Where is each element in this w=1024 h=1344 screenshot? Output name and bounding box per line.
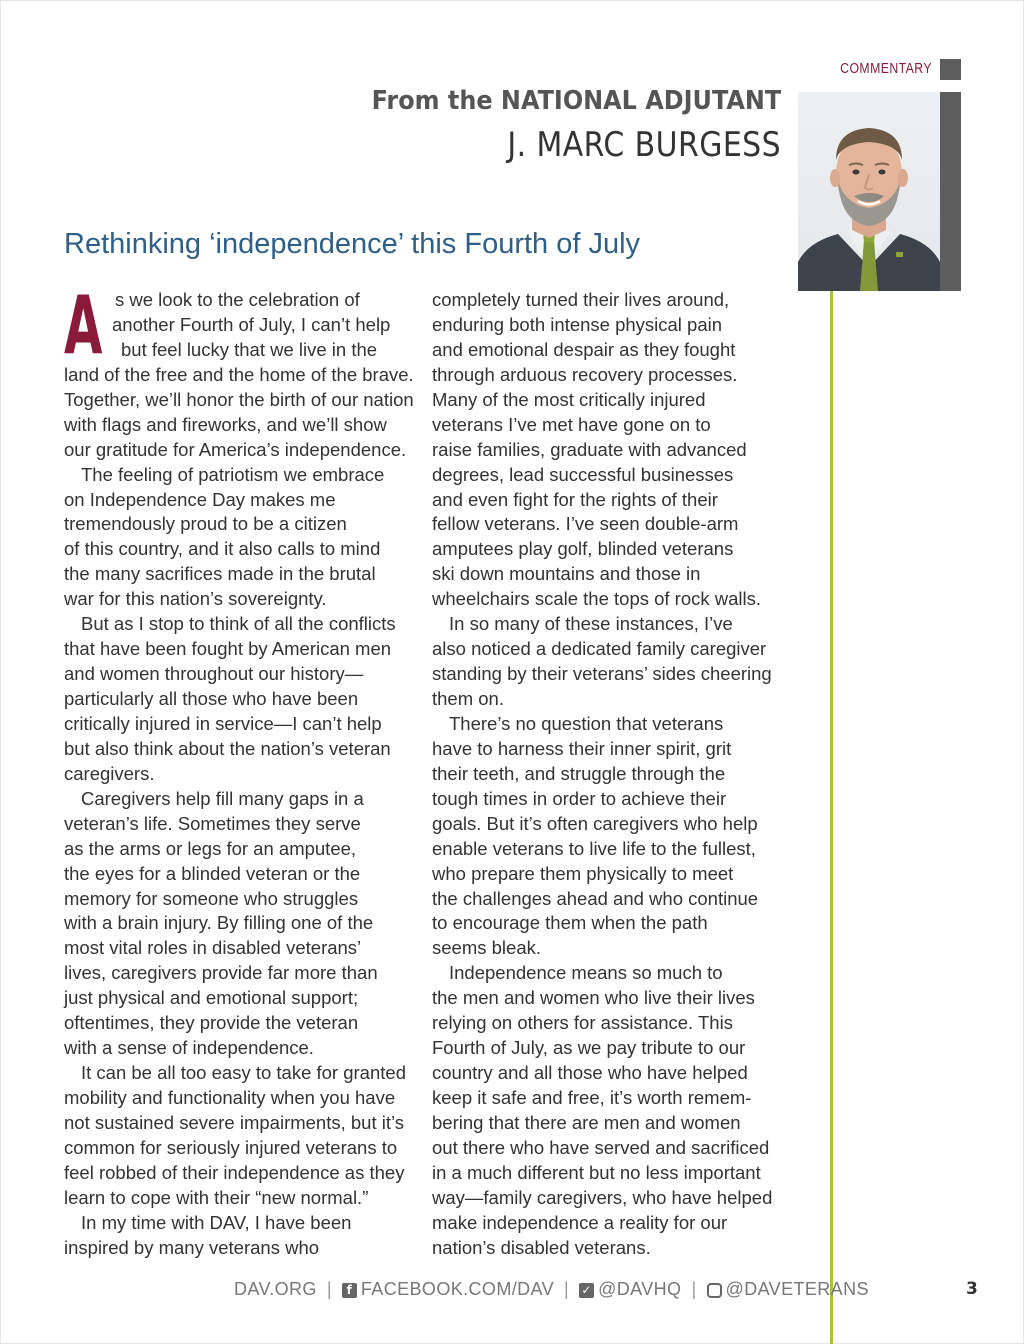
text-line: another Fourth of July, I can’t help — [112, 313, 391, 335]
facebook-link[interactable]: FACEBOOK.COM/DAV — [360, 1279, 555, 1299]
text-line: just physical and emotional support; — [64, 987, 359, 1009]
text-line: bering that there are men and women — [432, 1111, 741, 1133]
text-line: the many sacrifices made in the brutal — [64, 563, 376, 585]
photo-side-bar — [940, 92, 961, 291]
article-column-left — [64, 279, 414, 1261]
text-line: caregivers. — [64, 762, 155, 784]
text-line: memory for someone who struggles — [64, 887, 359, 909]
twitter-link[interactable]: @DAVHQ — [598, 1279, 682, 1299]
text-line: wheelchairs scale the tops of rock walls. — [432, 588, 762, 610]
text-line: s we look to the celebration of — [115, 289, 360, 310]
text-line: oftentimes, they provide the veteran — [64, 1012, 359, 1034]
text-line: amputees play golf, blinded veterans — [432, 538, 734, 560]
text-line: not sustained severe impairments, but it’s — [64, 1111, 405, 1133]
text-line: in a much different but no less important — [432, 1161, 761, 1183]
text-line: way—family caregivers, who have helped — [432, 1186, 773, 1208]
drop-cap: A — [64, 279, 103, 372]
text-line: inspired by many veterans who — [64, 1236, 320, 1258]
author-portrait-illustration — [798, 92, 940, 291]
text-line: The feeling of patriotism we embrace — [81, 463, 385, 485]
text-line: but also think about the nation’s veteran — [64, 737, 391, 759]
text-line: seems bleak. — [432, 937, 541, 959]
text-line: their teeth, and struggle through the — [432, 762, 726, 784]
twitter-icon: ✓ — [579, 1283, 594, 1298]
text-line: fellow veterans. I’ve seen double-arm — [432, 513, 739, 535]
column-kicker: From the NATIONAL ADJUTANT — [371, 86, 781, 116]
text-line: with a sense of independence. — [64, 1037, 314, 1059]
text-line: mobility and functionality when you have — [64, 1087, 396, 1108]
text-line: land of the free and the home of the brave. — [64, 363, 414, 385]
footer-separator: | — [326, 1279, 332, 1299]
text-line: particularly all those who have been — [64, 688, 359, 709]
author-name: J. MARC BURGESS — [507, 125, 781, 165]
author-portrait — [798, 92, 940, 291]
article-headline: Rethinking ‘independence’ this Fourth of July — [64, 228, 641, 260]
text-line: country and all those who have helped — [432, 1062, 748, 1084]
text-line: keep it safe and free, it’s worth remem- — [432, 1087, 752, 1108]
text-line: tough times in order to achieve their — [432, 787, 727, 809]
text-line: relying on others for assistance. This — [432, 1012, 733, 1034]
text-line: feel robbed of their independence as they — [64, 1161, 405, 1183]
text-line: Caregivers help fill many gaps in a — [81, 787, 364, 809]
page-footer — [234, 1279, 869, 1300]
text-line: completely turned their lives around, — [432, 289, 730, 310]
text-line: Together, we’ll honor the birth of our nation — [64, 388, 414, 410]
text-line: ski down mountains and those in — [432, 563, 701, 585]
text-line: who prepare them physically to meet — [432, 862, 734, 884]
text-line: Fourth of July, as we pay tribute to our — [432, 1037, 746, 1059]
footer-separator: | — [691, 1279, 697, 1299]
text-line: the men and women who live their lives — [432, 987, 755, 1009]
text-line: tremendously proud to be a citizen — [64, 513, 347, 535]
text-line: degrees, lead successful businesses — [432, 463, 734, 485]
text-line: There’s no question that veterans — [449, 712, 724, 734]
text-line: that have been fought by American men — [64, 638, 392, 660]
text-line: In so many of these instances, I’ve — [449, 613, 733, 635]
text-line: enduring both intense physical pain — [432, 313, 723, 335]
text-line: make independence a reality for our — [432, 1211, 728, 1233]
instagram-icon — [707, 1283, 722, 1298]
text-line: out there who have served and sacrificed — [432, 1136, 770, 1158]
text-line: the challenges ahead and who continue — [432, 887, 759, 909]
text-line: war for this nation’s sovereignty. — [64, 588, 327, 610]
footer-separator: | — [564, 1279, 570, 1299]
text-line: them on. — [432, 688, 504, 709]
text-line: It can be all too easy to take for granted — [81, 1062, 406, 1084]
text-line: to encourage them when the path — [432, 912, 708, 934]
text-line: through arduous recovery processes. — [432, 363, 738, 385]
text-line: veterans I’ve met have gone on to — [432, 413, 711, 435]
text-line: nation’s disabled veterans. — [432, 1236, 651, 1258]
text-line: and women throughout our history— — [64, 663, 364, 685]
text-line: the eyes for a blinded veteran or the — [64, 862, 361, 884]
text-line: In my time with DAV, I have been — [81, 1211, 352, 1233]
text-line: standing by their veterans’ sides cheering — [432, 663, 772, 685]
text-line: and emotional despair as they fought — [432, 338, 736, 360]
text-line: Independence means so much to — [449, 962, 723, 984]
text-line: and even fight for the rights of their — [432, 488, 718, 510]
text-line: goals. But it’s often caregivers who help — [432, 812, 758, 834]
text-line: also noticed a dedicated family caregiver — [432, 638, 767, 660]
text-line: raise families, graduate with advanced — [432, 438, 747, 460]
text-line: as the arms or legs for an amputee, — [64, 837, 357, 859]
text-line: with flags and fireworks, and we’ll show — [64, 413, 387, 435]
vertical-accent-rule — [830, 291, 833, 1344]
text-line: but feel lucky that we live in the — [121, 338, 378, 360]
text-line: lives, caregivers provide far more than — [64, 962, 378, 984]
facebook-icon: f — [342, 1283, 357, 1298]
article-column-right — [432, 288, 788, 1261]
website-link[interactable]: DAV.ORG — [234, 1279, 317, 1299]
text-line: But as I stop to think of all the conflicts — [81, 613, 396, 635]
page-number: 3 — [966, 1279, 978, 1299]
text-line: with a brain injury. By filling one of the — [64, 912, 374, 934]
text-line: common for seriously injured veterans to — [64, 1136, 398, 1158]
text-line: our gratitude for America’s independence. — [64, 438, 407, 460]
section-marker — [940, 59, 961, 80]
text-line: have to harness their inner spirit, grit — [432, 737, 732, 759]
text-line: most vital roles in disabled veterans’ — [64, 937, 362, 959]
text-line: learn to cope with their “new normal.” — [64, 1186, 369, 1208]
text-line: critically injured in service—I can’t help — [64, 712, 382, 734]
text-line: on Independence Day makes me — [64, 488, 336, 510]
section-label: COMMENTARY — [840, 60, 932, 77]
text-line: enable veterans to live life to the fullest, — [432, 837, 756, 859]
instagram-link[interactable]: @DAVETERANS — [725, 1279, 869, 1299]
text-line: veteran’s life. Sometimes they serve — [64, 812, 361, 834]
text-line: of this country, and it also calls to mind — [64, 538, 381, 560]
text-line: Many of the most critically injured — [432, 388, 706, 410]
